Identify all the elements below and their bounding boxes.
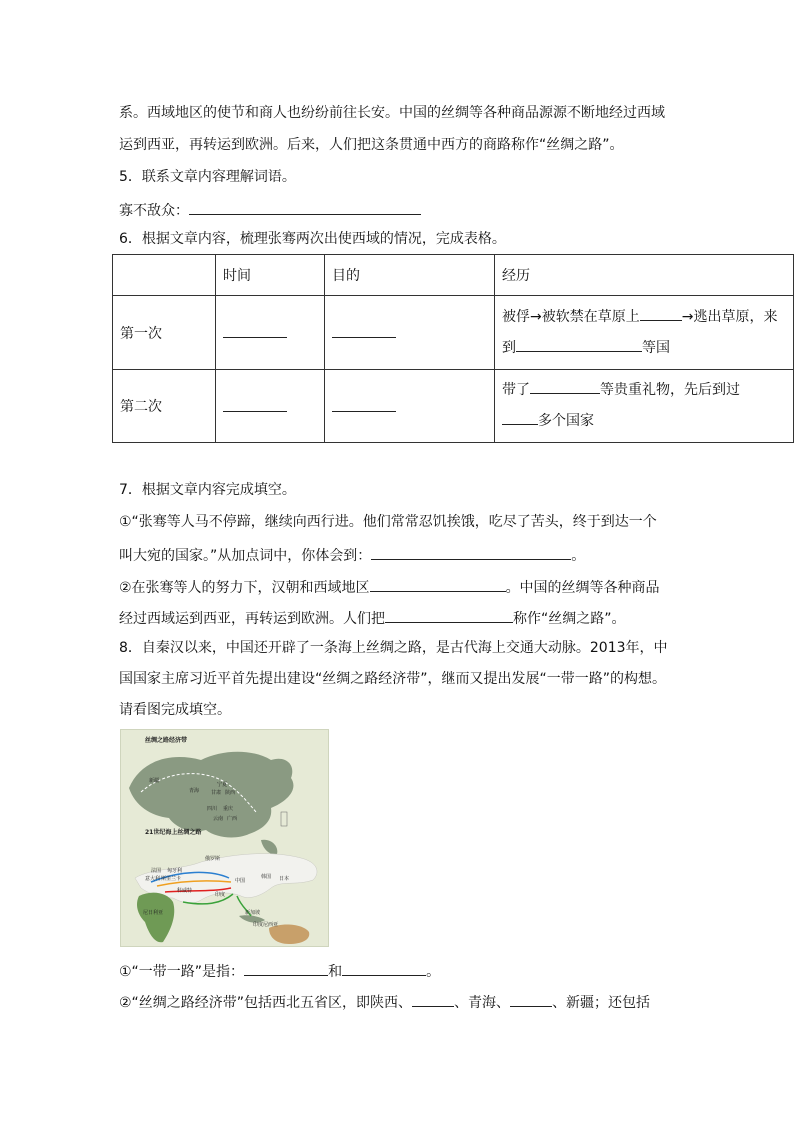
q7-item1-end: 。 (571, 548, 586, 564)
map-label-italy: 意大利 (145, 876, 161, 882)
q7-item2-text-b: 。中国的丝绸等各种商品 (505, 580, 660, 596)
q7-item2-line1 (119, 577, 660, 597)
map-label-chongqing: 重庆 (223, 806, 234, 812)
q8-line-1: 8．自秦汉以来，中国还开辟了一条海上丝绸之路，是古代海上交通大动脉。2013年，中 (119, 640, 668, 656)
map-label-qinghai: 青海 (189, 788, 200, 794)
map-label-france: 法国 (151, 868, 162, 874)
second-exp-blank-2[interactable] (502, 410, 538, 425)
q7-item2-blank-1[interactable] (370, 577, 506, 592)
second-exp-text-b: 等贵重礼物，先后到过 (600, 382, 740, 398)
row-label-second: 第二次 (113, 370, 216, 443)
second-experience-cell (495, 370, 794, 443)
q8-fill2-text-a: ②“丝绸之路经济带”包括西北五省区，即陕西、 (119, 995, 413, 1011)
header-cell-experience: 经历 (495, 255, 794, 296)
map-label-singapore: 新加坡 (245, 910, 261, 916)
q7-item1-text: 叫大宛的国家。”从加点词中，你体会到： (119, 548, 372, 564)
q8-fill2-blank-1[interactable] (412, 992, 454, 1007)
map-label-russia: 俄罗斯 (205, 856, 221, 862)
map-label-xinjiang: 新疆 (149, 778, 160, 784)
map-label-gansu: 甘肃 (211, 790, 222, 796)
q6-table (112, 254, 794, 443)
q5-prompt: 5．联系文章内容理解词语。 (119, 169, 296, 185)
second-purpose-blank[interactable] (332, 397, 396, 412)
first-experience-cell (495, 296, 794, 370)
header-cell-time: 时间 (216, 255, 325, 296)
taiwan-landmass (261, 840, 277, 855)
map-label-shaanxi: 陕西 (225, 790, 236, 796)
map-label-ningxia: 宁夏 (217, 782, 228, 788)
map-label-indonesia: 印度尼西亚 (253, 922, 279, 928)
first-exp-text-b: →逃出草原，来 (681, 308, 778, 325)
q5-item (119, 200, 421, 220)
q8-fill1-text-b: 和 (328, 964, 343, 980)
map-label-india: 印度 (215, 892, 226, 898)
first-exp-text-a: 被俘→被软禁在草原上 (502, 308, 640, 325)
q7-item2-blank-2[interactable] (385, 608, 513, 623)
q7-item1-line1: ①“张骞等人马不停蹄，继续向西行进。他们常常忍饥挨饿，吃尽了苦头，终于到达一个 (119, 514, 657, 530)
first-exp-blank-1[interactable] (640, 306, 682, 321)
header-cell-purpose: 目的 (325, 255, 495, 296)
q6-prompt: 6．根据文章内容，梳理张骞两次出使西域的情况，完成表格。 (119, 231, 506, 247)
header-cell-empty (113, 255, 216, 296)
q7-item2-text-d: 称作“丝绸之路”。 (513, 611, 626, 627)
q7-item2-line2 (119, 608, 626, 628)
q7-item2-text-c: 经过西域运到西亚，再转运到欧洲。人们把 (119, 611, 385, 627)
q8-line-3: 请看图完成填空。 (119, 702, 231, 718)
q5-item-label: 寡不敌众： (119, 203, 189, 219)
map-label-japan: 日本 (279, 876, 290, 882)
table-header-row (113, 255, 794, 296)
map-label-china: 中国 (235, 878, 246, 884)
first-purpose-blank[interactable] (332, 323, 396, 338)
q8-fill1-blank-2[interactable] (342, 961, 426, 976)
passage-line-2: 运到西亚，再转运到欧洲。后来，人们把这条贯通中西方的商路称作“丝绸之路”。 (119, 137, 624, 153)
map-label-korea: 韩国 (261, 874, 272, 880)
belt-and-road-map (120, 729, 329, 947)
map-label-hungary: 匈牙利 (167, 868, 183, 874)
q8-fill2-text-c: 、新疆；还包括 (552, 995, 651, 1011)
map-svg (121, 730, 328, 946)
map-label-yunnan: 云南 (213, 816, 224, 822)
q7-item1-blank[interactable] (371, 545, 571, 560)
q7-prompt: 7．根据文章内容完成填空。 (119, 482, 296, 498)
second-exp-text-a: 带了 (502, 382, 530, 398)
q8-fill-1 (119, 961, 440, 981)
row-label-first: 第一次 (113, 296, 216, 370)
africa-landmass (137, 893, 174, 943)
q5-answer-blank[interactable] (189, 200, 421, 215)
map-label-nigeria: 尼日利亚 (143, 910, 164, 916)
q8-fill2-blank-2[interactable] (510, 992, 552, 1007)
map-label-kuwait: 科威特 (177, 888, 193, 894)
q8-fill1-end: 。 (426, 964, 441, 980)
map-inset-box (281, 812, 287, 826)
first-exp-blank-2[interactable] (516, 337, 642, 352)
second-exp-text-c: 多个国家 (538, 413, 594, 429)
second-time-blank[interactable] (223, 397, 287, 412)
q8-fill2-text-b: 、青海、 (454, 995, 511, 1011)
q8-fill-2 (119, 992, 650, 1012)
first-exp-text-c: 到 (502, 339, 516, 356)
second-purpose-cell (325, 370, 495, 443)
map-label-sichuan: 四川 (207, 806, 218, 812)
map-title-mid: 21世纪海上丝绸之路 (145, 829, 202, 836)
q7-item1-line2 (119, 545, 585, 565)
passage-line-1: 系。西域地区的使节和商人也纷纷前往长安。中国的丝绸等各种商品源源不断地经过西域 (119, 105, 665, 121)
first-purpose-cell (325, 296, 495, 370)
first-exp-text-d: 等国 (642, 339, 670, 356)
q7-item2-text-a: ②在张骞等人的努力下，汉朝和西域地区 (119, 580, 370, 596)
second-exp-blank-1[interactable] (530, 379, 600, 394)
table-row-first-mission (113, 296, 794, 370)
first-time-blank[interactable] (223, 323, 287, 338)
q8-fill1-blank-1[interactable] (244, 961, 328, 976)
q8-fill1-text-a: ①“一带一路”是指： (119, 964, 245, 980)
first-time-cell (216, 296, 325, 370)
second-time-cell (216, 370, 325, 443)
map-label-sri-lanka: 斯里兰卡 (161, 876, 182, 882)
table-row-second-mission (113, 370, 794, 443)
q8-line-2: 国国家主席习近平首先提出建设“丝绸之路经济带”，继而又提出发展“一带一路”的构想。 (119, 671, 667, 687)
map-label-guangxi: 广西 (227, 816, 238, 822)
map-title-top: 丝绸之路经济带 (145, 737, 188, 744)
